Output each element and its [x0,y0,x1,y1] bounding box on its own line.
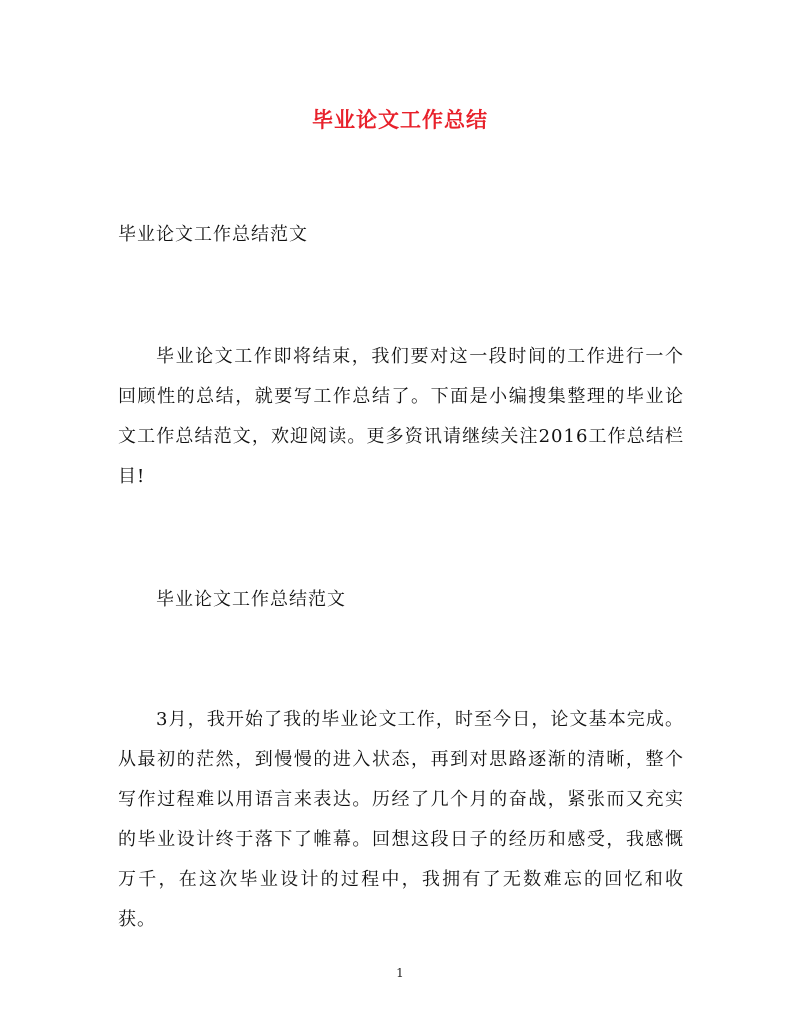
paragraph-body: 3月，我开始了我的毕业论文工作，时至今日，论文基本完成。从最初的茫然，到慢慢的进入状态，再到对思路逐渐的清晰，整个写作过程难以用语言来表达。历经了几个月的奋战，紧张而又充实的毕业设计终于落下了帷幕。回想这段日子的经历和感受，我感慨万千，在这次毕业设计的过程中，我拥有了无数难忘的回忆和收获。 [118,709,684,930]
paragraph-intro: 毕业论文工作即将结束，我们要对这一段时间的工作进行一个回顾性的总结，就要写工作总结了。下面是小编搜集整理的毕业论文工作总结范文，欢迎阅读。更多资讯请继续关注2016工作总结栏目! [118,346,684,487]
paragraph-heading: 毕业论文工作总结范文 [156,589,346,610]
document-subtitle: 毕业论文工作总结范文 [118,224,308,245]
document-title: 毕业论文工作总结 [312,107,488,132]
page-number: 1 [396,966,404,980]
